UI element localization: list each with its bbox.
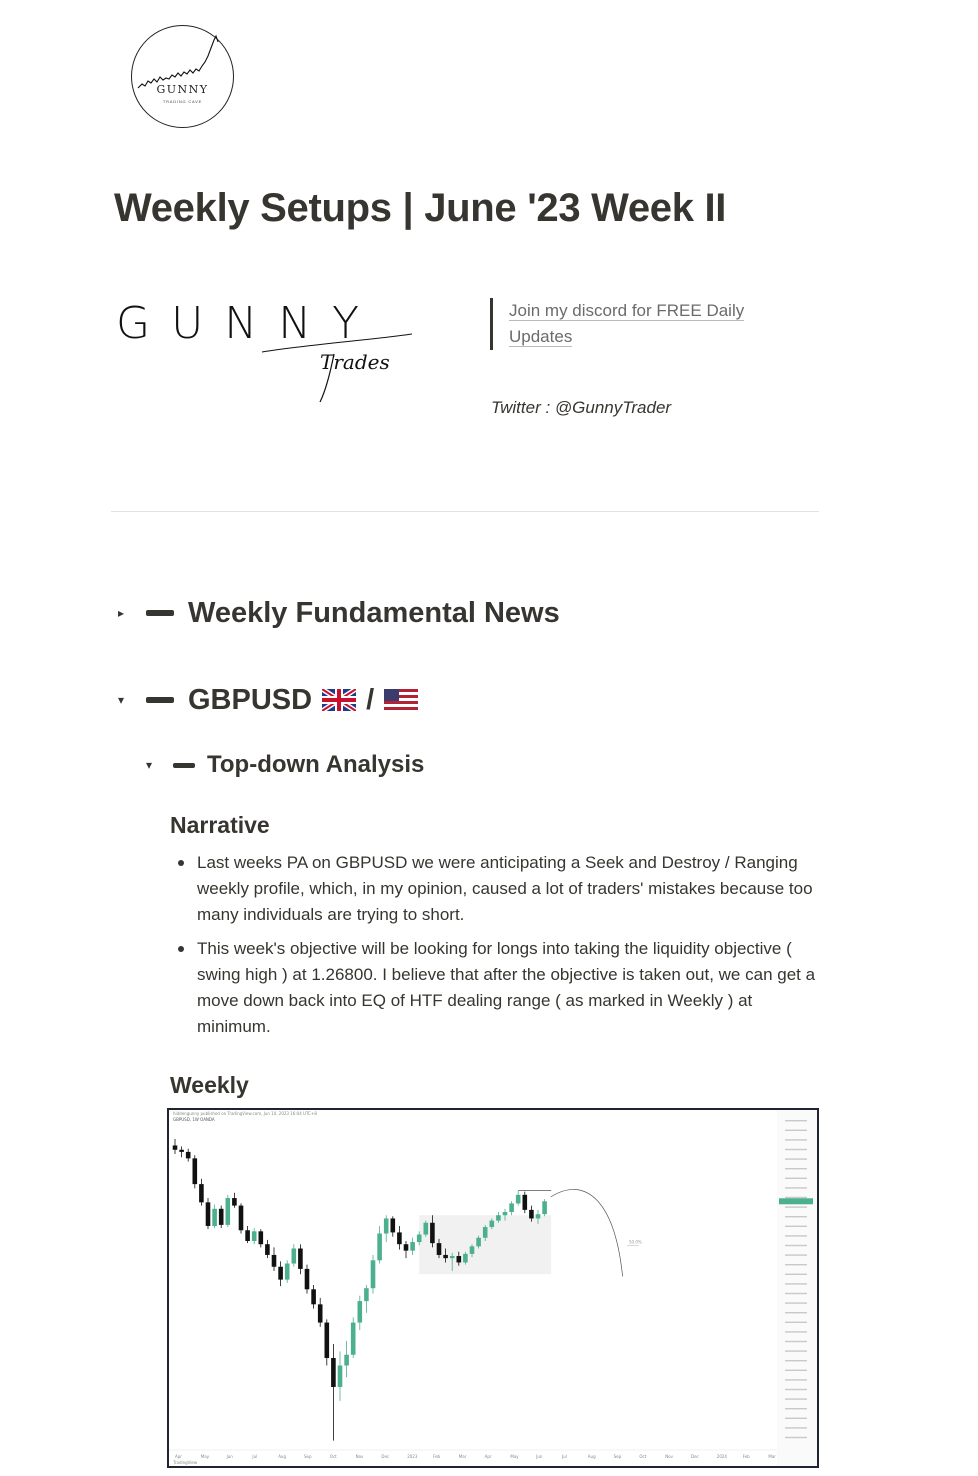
candle-body xyxy=(252,1231,257,1241)
price-tick-label xyxy=(785,1398,807,1399)
weekly-heading: Weekly xyxy=(170,1072,249,1098)
x-tick-label: 2023 xyxy=(407,1454,418,1459)
candle-body xyxy=(206,1202,211,1226)
price-tick-label xyxy=(785,1149,807,1150)
candle-body xyxy=(292,1249,297,1264)
toggle-label: Top-down Analysis xyxy=(207,751,425,778)
dash-icon xyxy=(146,697,174,703)
price-tick-label xyxy=(785,1168,807,1169)
price-tick-label xyxy=(785,1302,807,1303)
x-tick-label: Aug xyxy=(278,1454,287,1459)
price-tick-label xyxy=(785,1350,807,1351)
candle-body xyxy=(193,1158,198,1184)
candle-body xyxy=(179,1150,184,1152)
x-tick-label: May xyxy=(200,1454,210,1459)
dash-icon xyxy=(146,610,174,616)
flag-separator: / xyxy=(366,683,375,716)
projection-path xyxy=(551,1189,623,1276)
price-tick-label xyxy=(785,1360,807,1361)
caret-right-icon[interactable]: ▸ xyxy=(118,606,125,620)
price-tick-label xyxy=(785,1389,807,1390)
dash-icon xyxy=(173,763,195,768)
candle-body xyxy=(351,1323,356,1355)
candle-body xyxy=(371,1260,376,1288)
logo-subtitle: TRADING CAVE xyxy=(162,99,203,104)
x-tick-label: Oct xyxy=(639,1454,647,1459)
price-axis xyxy=(777,1110,817,1466)
logo-name: GUNNY xyxy=(156,83,209,96)
x-tick-label: Dec xyxy=(381,1454,390,1459)
gunny-logo xyxy=(131,25,234,128)
price-tick-label xyxy=(785,1206,807,1207)
price-tick-label xyxy=(785,1254,807,1255)
candlestick-chart xyxy=(169,1110,817,1466)
price-tick-label xyxy=(785,1197,807,1198)
candle-body xyxy=(457,1256,462,1262)
candle-body xyxy=(219,1209,224,1225)
candle-body xyxy=(536,1214,541,1218)
candle-body xyxy=(265,1244,270,1255)
chart-footer: TradingView xyxy=(173,1460,198,1465)
x-tick-label: Jul xyxy=(252,1454,258,1459)
twitter-handle: Twitter : @GunnyTrader xyxy=(491,398,672,417)
price-tick-label xyxy=(785,1427,807,1428)
candle-body xyxy=(529,1210,534,1219)
price-tick-label xyxy=(785,1341,807,1342)
candle-body xyxy=(364,1288,369,1301)
us-flag-icon xyxy=(384,689,418,711)
x-tick-label: Sep xyxy=(613,1454,622,1459)
candle-body xyxy=(450,1256,455,1258)
candle-body xyxy=(305,1269,310,1289)
candle-body xyxy=(542,1201,547,1214)
candle-body xyxy=(404,1244,409,1250)
divider xyxy=(111,511,819,512)
chart-ticker: GBPUSD, 1W OANDA xyxy=(173,1117,215,1122)
candle-body xyxy=(298,1249,303,1269)
candle-body xyxy=(424,1223,429,1235)
price-tick-label xyxy=(785,1120,807,1121)
x-tick-label: May xyxy=(510,1454,519,1459)
price-tick-label xyxy=(785,1437,807,1438)
x-tick-label: Mar xyxy=(768,1454,776,1459)
candle-body xyxy=(199,1184,204,1202)
candle-body xyxy=(417,1235,422,1243)
price-tick-label xyxy=(785,1216,807,1217)
candle-body xyxy=(173,1145,178,1149)
x-tick-label: 2024 xyxy=(716,1454,727,1459)
candle-body xyxy=(377,1233,382,1260)
weekly-chart xyxy=(167,1108,819,1468)
price-tick-label xyxy=(785,1379,807,1380)
candle-body xyxy=(516,1195,521,1204)
toggle-top-down-analysis[interactable] xyxy=(146,749,424,781)
price-tick-label xyxy=(785,1226,807,1227)
candle-body xyxy=(470,1246,475,1254)
candle-body xyxy=(523,1195,528,1210)
price-tick-label xyxy=(785,1370,807,1371)
x-tick-label: Feb xyxy=(742,1454,750,1459)
narrative-list xyxy=(176,850,826,1048)
candle-body xyxy=(391,1218,396,1232)
candle-body xyxy=(430,1223,435,1243)
candle-body xyxy=(476,1238,481,1247)
price-tick-label xyxy=(785,1322,807,1323)
candle-body xyxy=(311,1289,316,1304)
discord-callout xyxy=(490,298,780,350)
toggle-label: GBPUSD xyxy=(188,683,313,716)
x-tick-label: Nov xyxy=(665,1454,674,1459)
x-tick-label: Feb xyxy=(433,1454,441,1459)
brand-logo xyxy=(112,294,442,414)
x-tick-label: Jun xyxy=(226,1454,233,1459)
candle-body xyxy=(331,1358,336,1387)
price-tick-label xyxy=(785,1264,807,1265)
candle-body xyxy=(212,1209,217,1226)
candle-body xyxy=(397,1232,402,1244)
candle-body xyxy=(437,1243,442,1255)
list-item: This week's objective will be looking for longs into taking the liquidity objective ( swing high ) at 1.26800. I believe that after the objective is taken out, we can get a move down back into EQ of HTF dealing range ( as marked in Weekly ) at minimum. xyxy=(176,936,826,1040)
x-tick-label: Jun xyxy=(536,1454,543,1459)
price-tick-label xyxy=(785,1139,807,1140)
price-tick-label xyxy=(785,1408,807,1409)
price-tick-label xyxy=(785,1178,807,1179)
candle-body xyxy=(272,1255,277,1267)
price-tick-label xyxy=(785,1283,807,1284)
candle-body xyxy=(384,1218,389,1233)
uk-flag-icon xyxy=(322,689,356,711)
candle-body xyxy=(245,1230,250,1241)
chart-header: hiddengunny published on TradingView.com, Jun 10, 2023 16:04 UTC+8 xyxy=(173,1111,317,1116)
price-tick-label xyxy=(785,1245,807,1246)
list-item: Last weeks PA on GBPUSD we were anticipating a Seek and Destroy / Ranging weekly profile, which, in my opinion, caused a lot of traders' mistakes because too many individuals are trying to short. xyxy=(176,850,826,928)
candle-body xyxy=(463,1254,468,1263)
candle-body xyxy=(509,1203,514,1212)
candle-body xyxy=(338,1366,343,1387)
candle-body xyxy=(443,1255,448,1258)
candle-body xyxy=(344,1355,349,1366)
eq-label: 50.0% xyxy=(629,1239,642,1245)
candle-body xyxy=(483,1227,488,1238)
candle-body xyxy=(278,1267,283,1280)
candle-body xyxy=(318,1304,323,1322)
candle-body xyxy=(232,1198,237,1206)
x-tick-label: Mar xyxy=(458,1454,467,1459)
narrative-heading: Narrative xyxy=(170,812,270,838)
toggle-gbpusd[interactable] xyxy=(118,680,418,720)
price-tick-label xyxy=(785,1158,807,1159)
candle-body xyxy=(410,1242,415,1251)
x-tick-label: Apr xyxy=(175,1454,182,1459)
price-tick-label xyxy=(785,1187,807,1188)
price-tick-label xyxy=(785,1331,807,1332)
x-tick-label: Nov xyxy=(355,1454,364,1459)
brand-word: GUNNY xyxy=(116,298,381,349)
price-tick-label xyxy=(785,1235,807,1236)
x-tick-label: Dec xyxy=(691,1454,699,1459)
price-tick-label xyxy=(785,1274,807,1275)
candle-body xyxy=(285,1264,290,1280)
x-tick-label: Jul xyxy=(562,1454,567,1459)
candle-body xyxy=(503,1212,508,1215)
brand-swash-icon xyxy=(112,294,442,414)
candle-body xyxy=(226,1198,231,1225)
candle-body xyxy=(186,1152,191,1158)
price-tick-label xyxy=(785,1293,807,1294)
discord-link[interactable]: Join my discord for FREE Daily Updates xyxy=(509,301,745,346)
x-tick-label: Sep xyxy=(304,1454,312,1459)
x-tick-label: Aug xyxy=(587,1454,596,1459)
caret-down-icon[interactable]: ▾ xyxy=(118,693,125,707)
candle-body xyxy=(239,1206,244,1231)
candle-body xyxy=(325,1323,330,1358)
candle-body xyxy=(490,1221,495,1227)
current-price-label xyxy=(779,1198,813,1204)
page-title: Weekly Setups | June '23 Week II xyxy=(114,186,727,230)
candle-body xyxy=(259,1231,264,1244)
price-tick-label xyxy=(785,1312,807,1313)
x-tick-label: Oct xyxy=(329,1454,337,1459)
price-tick-label xyxy=(785,1418,807,1419)
caret-down-icon[interactable]: ▾ xyxy=(146,758,153,772)
price-tick-label xyxy=(785,1130,807,1131)
brand-script: Trades xyxy=(320,350,390,374)
logo-chart-icon xyxy=(132,26,235,129)
candle-body xyxy=(496,1215,501,1220)
x-tick-label: Apr xyxy=(484,1454,492,1459)
candle-body xyxy=(358,1301,363,1322)
toggle-label: Weekly Fundamental News xyxy=(188,596,560,629)
toggle-weekly-fundamental-news[interactable] xyxy=(118,593,560,633)
